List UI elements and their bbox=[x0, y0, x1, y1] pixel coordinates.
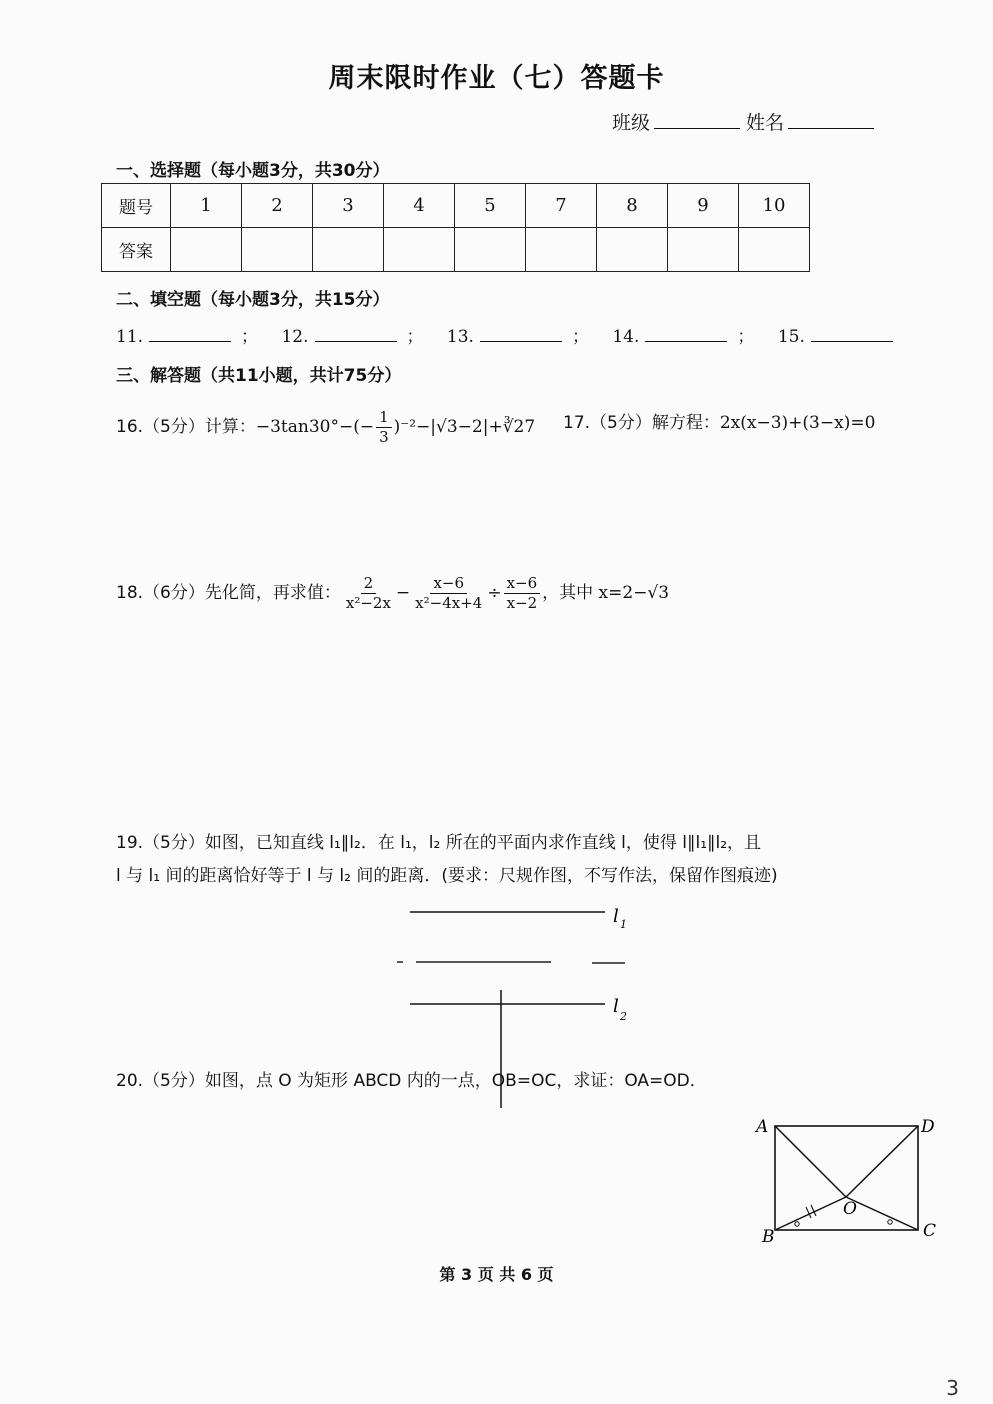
blank-number: 11. bbox=[116, 327, 144, 347]
separator: ； bbox=[571, 327, 589, 347]
question-number: 4 bbox=[384, 184, 455, 228]
label-l1-sub: 1 bbox=[620, 918, 627, 931]
label-d: D bbox=[921, 1117, 935, 1137]
frac-num: x−6 bbox=[504, 574, 541, 594]
section3-heading: 三、解答题（共11小题，共计75分） bbox=[116, 366, 402, 386]
q16-expr-a: −3tan30°−(− bbox=[255, 417, 375, 437]
label-l2: l bbox=[613, 996, 619, 1017]
section2-heading: 二、填空题（每小题3分，共15分） bbox=[116, 290, 390, 310]
blank-number: 14. bbox=[612, 327, 640, 347]
page-title: 周末限时作业（七）答题卡 bbox=[328, 63, 665, 94]
label-o: O bbox=[843, 1199, 857, 1219]
blank-number: 13. bbox=[446, 327, 474, 347]
q16-label: 16.（5分）计算： bbox=[116, 417, 256, 437]
blank-number: 15. bbox=[777, 327, 805, 347]
class-label: 班级 bbox=[612, 112, 651, 134]
page-number: 3 bbox=[946, 1376, 959, 1400]
q19-line2: l 与 l₁ 间的距离恰好等于 l 与 l₂ 间的距离．(要求：尺规作图，不写作法，保留作图痕迹) bbox=[116, 866, 778, 886]
q19-line1: 19.（5分）如图，已知直线 l₁∥l₂．在 l₁，l₂ 所在的平面内求作直线 l，使得 l∥l₁∥l₂，且 bbox=[116, 833, 762, 853]
question-number: 10 bbox=[739, 184, 810, 228]
angle-mark bbox=[888, 1220, 892, 1224]
tick-mark bbox=[806, 1207, 811, 1218]
row-label-number: 题号 bbox=[102, 184, 171, 228]
label-l1: l bbox=[613, 906, 619, 927]
separator: ； bbox=[406, 327, 424, 347]
frac-den: x²−2x bbox=[345, 594, 391, 612]
frac-den: x²−4x+4 bbox=[415, 594, 483, 612]
row-label-answer: 答案 bbox=[102, 228, 171, 272]
label-l2-sub: 2 bbox=[620, 1010, 627, 1023]
segment-ao bbox=[775, 1126, 846, 1197]
question-number: 2 bbox=[242, 184, 313, 228]
frac-num: 1 bbox=[376, 408, 392, 428]
frac-den: x−2 bbox=[506, 594, 538, 612]
question-number: 9 bbox=[668, 184, 739, 228]
question-number: 7 bbox=[526, 184, 597, 228]
minus-sign: − bbox=[395, 583, 411, 603]
separator: ； bbox=[737, 327, 755, 347]
separator: ； bbox=[241, 327, 259, 347]
blank-number: 12. bbox=[281, 327, 309, 347]
segment-bo bbox=[775, 1197, 846, 1230]
q18-label: 18.（6分）先化简，再求值： bbox=[116, 583, 341, 603]
label-a: A bbox=[756, 1117, 769, 1137]
frac-num: x−6 bbox=[430, 574, 467, 594]
frac-den: 3 bbox=[379, 428, 389, 446]
question-number: 3 bbox=[313, 184, 384, 228]
question-number: 8 bbox=[597, 184, 668, 228]
q17-label: 17.（5分）解方程： bbox=[563, 413, 720, 433]
q17-expr: 2x(x−3)+(3−x)=0 bbox=[719, 413, 876, 433]
label-b: B bbox=[762, 1227, 775, 1247]
question-number: 1 bbox=[171, 184, 242, 228]
section1-heading: 一、选择题（每小题3分，共30分） bbox=[116, 161, 390, 181]
q16-expr-b: )⁻²−|√3−2|+∛27 bbox=[393, 417, 536, 437]
divide-sign: ÷ bbox=[487, 583, 502, 603]
q20-text: 20.（5分）如图，点 O 为矩形 ABCD 内的一点，OB=OC，求证：OA=OD． bbox=[116, 1071, 707, 1091]
question-20 bbox=[116, 1066, 707, 1091]
segment-do bbox=[846, 1126, 918, 1197]
label-c: C bbox=[923, 1221, 937, 1241]
q18-tail: ，其中 x=2−√3 bbox=[542, 583, 670, 603]
question-number: 5 bbox=[455, 184, 526, 228]
frac-num: 2 bbox=[361, 574, 377, 594]
angle-mark bbox=[795, 1222, 799, 1226]
name-label: 姓名 bbox=[746, 112, 785, 134]
page-footer: 第 3 页 共 6 页 bbox=[439, 1265, 554, 1284]
